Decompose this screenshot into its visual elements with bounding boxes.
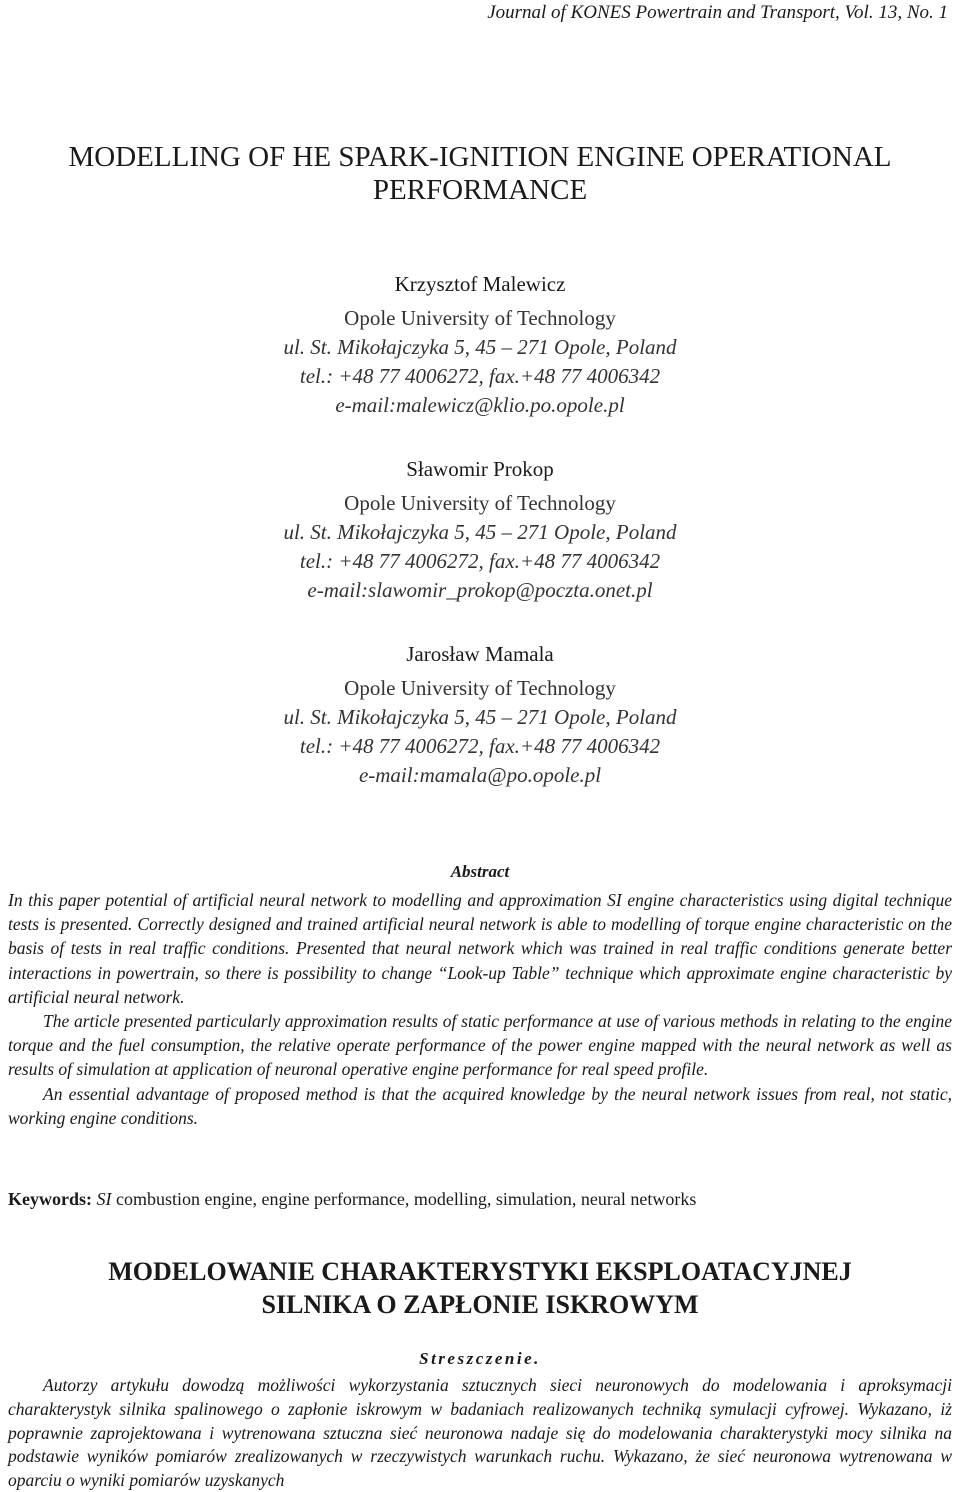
abstract-paragraph: The article presented particularly approximation results of static performance at use of various methods in relating to the engine torque and the fuel consumption, the relative operate performance of the power engine mapped with the neural network as well as results of simulation at application of neuronal operative engine performance for real speed profile. [8,1011,952,1080]
author-affiliation: Opole University of Technology [344,306,616,330]
author-name: Jarosław Mamala [406,642,554,666]
keywords-si: SI [96,1189,112,1209]
keywords-text: combustion engine, engine performance, modelling, simulation, neural networks [111,1189,697,1209]
abstract-paragraph: An essential advantage of proposed method is that the acquired knowledge by the neural network issues from real, not static, working engine conditions. [8,1083,952,1128]
author-email: e-mail:mamala@po.opole.pl [358,763,602,787]
author-email: e-mail:slawomir_prokop@poczta.onet.pl [307,578,653,602]
author-address: ul. St. Mikołajczyka 5, 45 – 271 Opole, Poland [283,520,677,544]
title-en-line-1: MODELLING OF HE SPARK-IGNITION ENGINE OPERATIONAL [68,141,892,173]
abstract-paragraph: In this paper potential of artificial neural network to modelling and approximation SI engine characteristics using digital technique tests is presented. Correctly designed and trained artificial neural network is able to modelling of torque engine characteristic on the basis of tests in real traffic conditions. Presented that neural network which was trained in real traffic conditions generate better interactions in powertrain, so there is possibility to change “Look-up Table” technique which approximate engine characteristic by artificial neural network. [8,890,952,1007]
paper-title-polish [0,1255,960,1321]
author-phone: tel.: +48 77 4006272, fax.+48 77 4006342 [299,364,661,388]
paper-title-english [0,141,960,207]
abstract-heading: Abstract [450,862,510,881]
author-phone: tel.: +48 77 4006272, fax.+48 77 4006342 [299,734,661,758]
author-affiliation: Opole University of Technology [344,491,616,515]
author-block [0,457,960,605]
keywords-label: Keywords: [8,1189,92,1209]
journal-header: Journal of KONES Powertrain and Transport, Vol. 13, No. 1 [487,2,948,23]
abstract-body [8,888,952,1130]
streszczenie-body: Autorzy artykułu dowodzą możliwości wykorzystania sztucznych sieci neuronowych do modelowania i aproksymacji charakterystyk silnika spalinowego o zapłonie iskrowym w badaniach realizowanych techniką symulacji cyfrowej. Wykazano, iż poprawnie zaprojektowana i wytrenowana sztuczna sieć neuronowa nadaje się do modelowania charakterystyki mocy silnika na podstawie wyników pomiarów zrealizowanych w rzeczywistych warunkach ruchu. Wykazano, że sieć neuronowa wytrenowana w oparciu o wyniki pomiarów uzyskanych [8,1375,952,1491]
author-block [0,272,960,420]
author-name: Sławomir Prokop [406,457,554,481]
title-en-line-2: PERFORMANCE [372,174,588,206]
author-phone: tel.: +48 77 4006272, fax.+48 77 4006342 [299,549,661,573]
title-pl-line-2: SILNIKA O ZAPŁONIE ISKROWYM [261,1290,699,1319]
author-block [0,642,960,790]
author-affiliation: Opole University of Technology [344,676,616,700]
keywords [8,1187,952,1211]
author-address: ul. St. Mikołajczyka 5, 45 – 271 Opole, Poland [283,705,677,729]
title-pl-line-1: MODELOWANIE CHARAKTERYSTYKI EKSPLOATACYJNEJ [108,1257,852,1286]
streszczenie-heading: Streszczenie. [419,1349,541,1368]
author-name: Krzysztof Malewicz [394,272,566,296]
author-email: e-mail:malewicz@klio.po.opole.pl [335,393,625,417]
author-address: ul. St. Mikołajczyka 5, 45 – 271 Opole, Poland [283,335,677,359]
